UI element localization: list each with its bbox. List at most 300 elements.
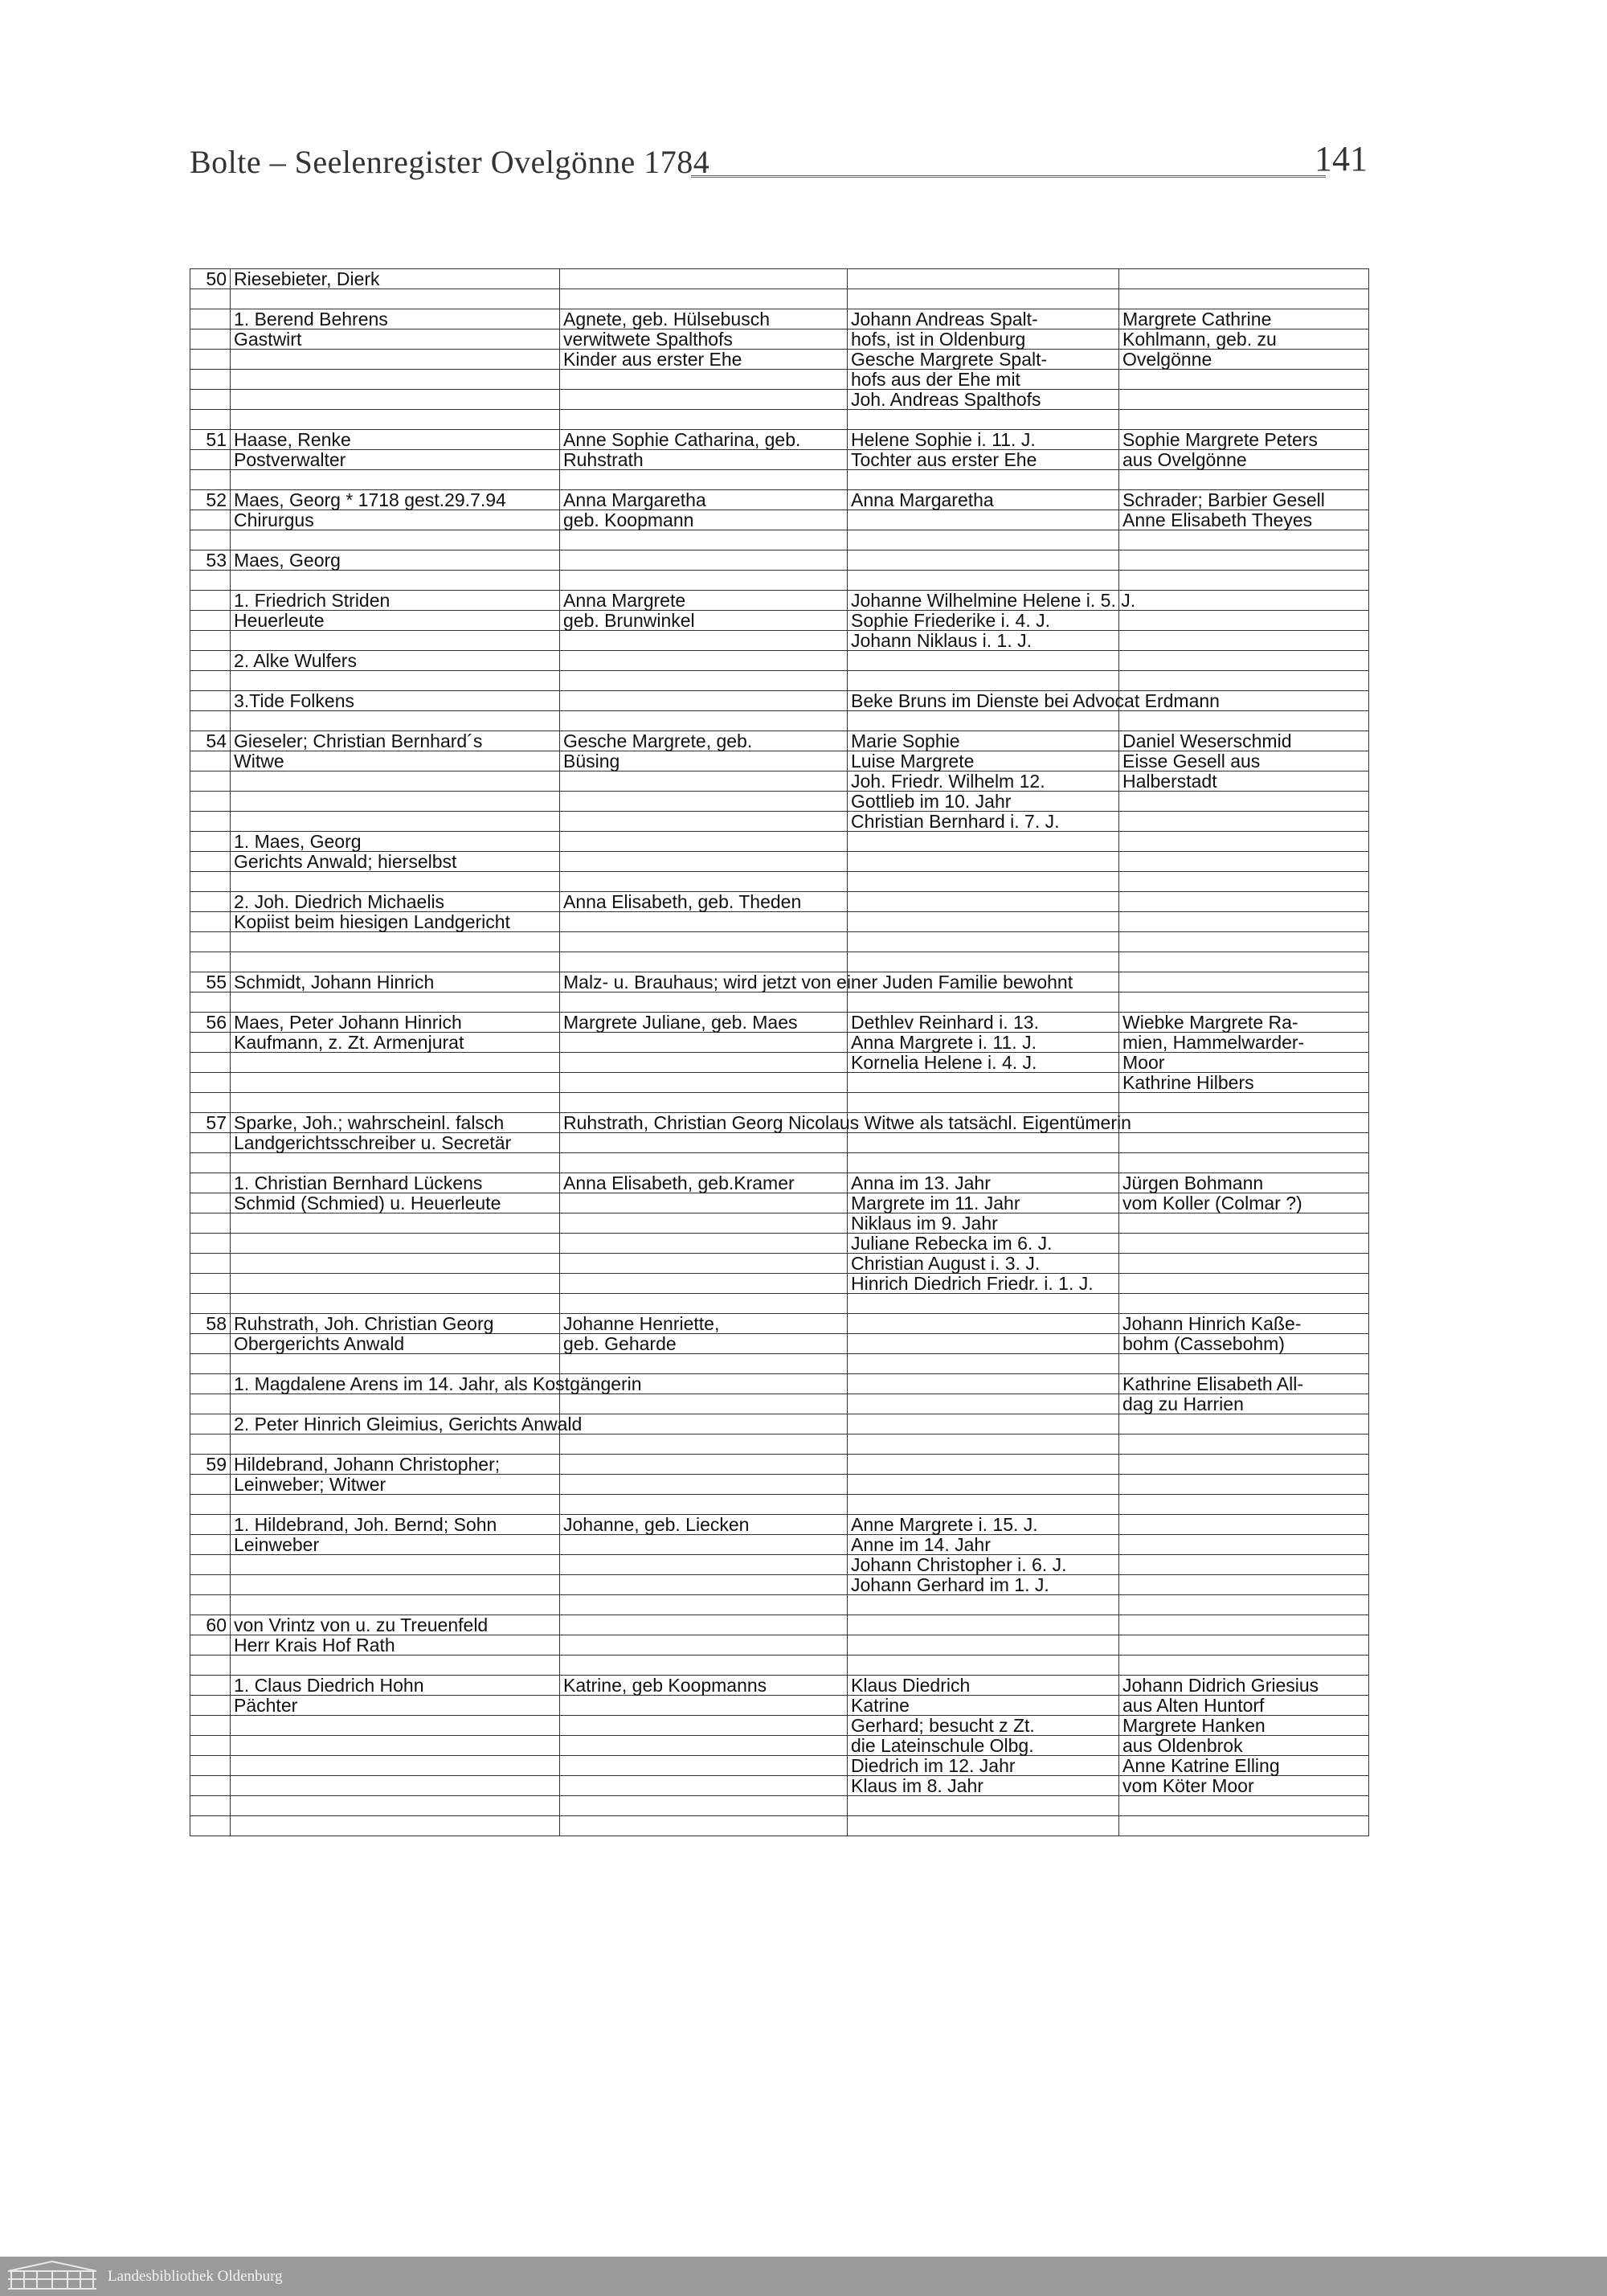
table-row [190, 470, 1369, 490]
table-cell: aus Oldenbrok [1119, 1736, 1369, 1756]
table-row [190, 1394, 1369, 1414]
table-cell [1119, 1575, 1369, 1595]
table-cell [231, 1153, 560, 1173]
table-row [190, 430, 1369, 450]
table-cell [560, 691, 848, 711]
table-cell [848, 932, 1119, 952]
table-cell [1119, 972, 1369, 992]
table-cell [560, 792, 848, 812]
table-cell: 1. Hildebrand, Joh. Bernd; Sohn [231, 1515, 560, 1535]
table-cell: 1. Magdalene Arens im 14. Jahr, als Kostgängerin [231, 1374, 560, 1394]
table-cell: hofs, ist in Oldenburg [848, 329, 1119, 350]
table-cell: Anne im 14. Jahr [848, 1535, 1119, 1555]
table-cell [848, 1816, 1119, 1836]
table-cell [560, 1153, 848, 1173]
table-row [190, 972, 1369, 992]
table-cell: Gottlieb im 10. Jahr [848, 792, 1119, 812]
table-cell [231, 1053, 560, 1073]
table-cell [560, 470, 848, 490]
table-cell: Anna Elisabeth, geb. Theden [560, 892, 848, 912]
table-cell [848, 510, 1119, 530]
library-building-icon [5, 2260, 100, 2292]
table-cell [1119, 1274, 1369, 1294]
table-cell: Moor [1119, 1053, 1369, 1073]
table-row [190, 711, 1369, 731]
table-cell: geb. Koopmann [560, 510, 848, 530]
table-cell [231, 1213, 560, 1234]
table-cell [848, 1354, 1119, 1374]
table-cell [1119, 1796, 1369, 1816]
entry-number-cell: 57 [190, 1113, 231, 1133]
table-cell [560, 912, 848, 932]
table-cell [848, 952, 1119, 972]
table-cell [848, 1073, 1119, 1093]
table-cell: 1. Christian Bernhard Lückens [231, 1173, 560, 1193]
table-cell: Kinder aus erster Ehe [560, 350, 848, 370]
table-row [190, 289, 1369, 309]
table-cell: Sophie Friederike i. 4. J. [848, 611, 1119, 631]
table-cell [1119, 269, 1369, 289]
entry-number-cell [190, 1073, 231, 1093]
table-cell: 2. Alke Wulfers [231, 651, 560, 671]
table-cell [231, 370, 560, 390]
table-cell: Johanne Wilhelmine Helene i. 5. J. [848, 591, 1119, 611]
table-cell [848, 1434, 1119, 1455]
table-row [190, 450, 1369, 470]
table-cell [560, 852, 848, 872]
table-cell [1119, 952, 1369, 972]
running-title: Bolte – Seelenregister Ovelgönne 1784 [190, 144, 710, 180]
entry-number-cell [190, 1676, 231, 1696]
table-cell: Johann Niklaus i. 1. J. [848, 631, 1119, 651]
table-cell [848, 1153, 1119, 1173]
footer-bar [0, 2257, 1607, 2296]
table-cell: Kaufmann, z. Zt. Armenjurat [231, 1033, 560, 1053]
table-cell: 1. Maes, Georg [231, 832, 560, 852]
entry-number-cell [190, 631, 231, 651]
table-cell: Johann Andreas Spalt- [848, 309, 1119, 329]
entry-number-cell [190, 1374, 231, 1394]
table-cell [848, 289, 1119, 309]
table-cell [1119, 1434, 1369, 1455]
table-row [190, 1475, 1369, 1495]
table-cell [231, 1093, 560, 1113]
table-cell: Margrete Hanken [1119, 1716, 1369, 1736]
table-cell: Chirurgus [231, 510, 560, 530]
table-cell: Sparke, Joh.; wahrscheinl. falsch [231, 1113, 560, 1133]
entry-number-cell [190, 852, 231, 872]
table-row [190, 1796, 1369, 1816]
table-cell: aus Alten Huntorf [1119, 1696, 1369, 1716]
table-cell: Ruhstrath [560, 450, 848, 470]
table-cell [560, 410, 848, 430]
table-row [190, 1615, 1369, 1635]
table-cell: Anne Elisabeth Theyes [1119, 510, 1369, 530]
table-cell [231, 1254, 560, 1274]
table-cell [560, 1254, 848, 1274]
table-row [190, 1736, 1369, 1756]
entry-number-cell [190, 1234, 231, 1254]
register-body [190, 269, 1369, 1836]
table-cell: Wiebke Margrete Ra- [1119, 1013, 1369, 1033]
table-row [190, 1053, 1369, 1073]
entry-number-cell [190, 1475, 231, 1495]
table-row [190, 651, 1369, 671]
table-cell [231, 952, 560, 972]
table-cell [1119, 1294, 1369, 1314]
table-cell [1119, 1595, 1369, 1615]
entry-number-cell [190, 1434, 231, 1455]
table-cell: Kathrine Elisabeth All- [1119, 1374, 1369, 1394]
table-cell: Juliane Rebecka im 6. J. [848, 1234, 1119, 1254]
table-cell [231, 289, 560, 309]
table-row [190, 1635, 1369, 1655]
table-cell: Katrine, geb Koopmanns [560, 1676, 848, 1696]
table-row [190, 1013, 1369, 1033]
table-cell [560, 1455, 848, 1475]
table-cell [848, 269, 1119, 289]
table-row [190, 1073, 1369, 1093]
table-cell [560, 812, 848, 832]
table-row [190, 591, 1369, 611]
entry-number-cell [190, 1213, 231, 1234]
table-cell [848, 530, 1119, 550]
table-cell [560, 1434, 848, 1455]
entry-number-cell: 56 [190, 1013, 231, 1033]
table-cell: aus Ovelgönne [1119, 450, 1369, 470]
entry-number-cell [190, 1354, 231, 1374]
entry-number-cell [190, 992, 231, 1013]
table-row [190, 892, 1369, 912]
entry-number-cell [190, 1193, 231, 1213]
table-row [190, 490, 1369, 510]
table-cell [1119, 1133, 1369, 1153]
table-cell [1119, 1414, 1369, 1434]
table-cell [560, 771, 848, 792]
table-cell: Klaus Diedrich [848, 1676, 1119, 1696]
table-cell [560, 651, 848, 671]
table-cell [1119, 631, 1369, 651]
table-row [190, 932, 1369, 952]
table-cell [231, 1354, 560, 1374]
table-cell [231, 390, 560, 410]
table-cell: Margrete Juliane, geb. Maes [560, 1013, 848, 1033]
table-cell [231, 1073, 560, 1093]
table-cell [560, 932, 848, 952]
table-cell: Kathrine Hilbers [1119, 1073, 1369, 1093]
table-cell: Maes, Georg * 1718 gest.29.7.94 [231, 490, 560, 510]
table-cell: Hildebrand, Johann Christopher; [231, 1455, 560, 1475]
table-cell [848, 1374, 1119, 1394]
entry-number-cell [190, 1173, 231, 1193]
entry-number-cell [190, 1294, 231, 1314]
entry-number-cell: 55 [190, 972, 231, 992]
table-cell [1119, 832, 1369, 852]
table-cell [848, 852, 1119, 872]
table-cell: Joh. Friedr. Wilhelm 12. [848, 771, 1119, 792]
entry-number-cell [190, 1736, 231, 1756]
table-cell [1119, 390, 1369, 410]
table-cell: Johann Gerhard im 1. J. [848, 1575, 1119, 1595]
table-row [190, 912, 1369, 932]
table-row [190, 771, 1369, 792]
table-cell [560, 550, 848, 571]
table-cell: Anne Margrete i. 15. J. [848, 1515, 1119, 1535]
table-cell [1119, 1495, 1369, 1515]
table-row [190, 1153, 1369, 1173]
table-cell: Johann Hinrich Kaße- [1119, 1314, 1369, 1334]
table-cell [848, 832, 1119, 852]
table-cell: Herr Krais Hof Rath [231, 1635, 560, 1655]
table-cell: Agnete, geb. Hülsebusch [560, 309, 848, 329]
table-cell: Anne Sophie Catharina, geb. [560, 430, 848, 450]
table-row [190, 1575, 1369, 1595]
library-name: Landesbibliothek Oldenburg [108, 2268, 283, 2285]
table-cell [560, 1414, 848, 1434]
table-cell: Anna Margrete i. 11. J. [848, 1033, 1119, 1053]
entry-number-cell [190, 1575, 231, 1595]
table-cell [560, 1234, 848, 1254]
table-cell: Landgerichtsschreiber u. Secretär [231, 1133, 560, 1153]
table-cell [560, 530, 848, 550]
table-cell [231, 1816, 560, 1836]
table-cell [560, 1756, 848, 1776]
table-cell [560, 1816, 848, 1836]
table-cell [560, 1535, 848, 1555]
table-row [190, 1434, 1369, 1455]
table-cell [231, 1595, 560, 1615]
table-row [190, 751, 1369, 771]
table-row [190, 1334, 1369, 1354]
table-cell: Riesebieter, Dierk [231, 269, 560, 289]
table-cell: Gesche Margrete Spalt- [848, 350, 1119, 370]
table-cell [848, 470, 1119, 490]
entry-number-cell [190, 1495, 231, 1515]
table-cell [1119, 1234, 1369, 1254]
entry-number-cell: 60 [190, 1615, 231, 1635]
table-cell: Diedrich im 12. Jahr [848, 1756, 1119, 1776]
table-cell: Johann Didrich Griesius [1119, 1676, 1369, 1696]
entry-number-cell [190, 812, 231, 832]
entry-number-cell [190, 1796, 231, 1816]
table-cell [1119, 1655, 1369, 1676]
table-row [190, 1716, 1369, 1736]
table-cell: Ruhstrath, Joh. Christian Georg [231, 1314, 560, 1334]
table-cell [848, 1475, 1119, 1495]
table-cell [560, 1033, 848, 1053]
table-cell: Christian August i. 3. J. [848, 1254, 1119, 1274]
table-cell [231, 1434, 560, 1455]
table-row [190, 1696, 1369, 1716]
table-cell: Sophie Margrete Peters [1119, 430, 1369, 450]
table-cell [1119, 591, 1369, 611]
table-cell [1119, 912, 1369, 932]
table-row [190, 1756, 1369, 1776]
table-cell [848, 410, 1119, 430]
table-cell [848, 1796, 1119, 1816]
table-cell [560, 1274, 848, 1294]
page-number: 141 [1315, 139, 1368, 178]
table-cell [560, 1213, 848, 1234]
table-row [190, 350, 1369, 370]
table-cell [231, 631, 560, 651]
table-cell [848, 1655, 1119, 1676]
entry-number-cell [190, 711, 231, 731]
entry-number-cell: 58 [190, 1314, 231, 1334]
table-row [190, 952, 1369, 972]
table-cell [231, 1716, 560, 1736]
table-cell: Joh. Andreas Spalthofs [848, 390, 1119, 410]
entry-number-cell [190, 751, 231, 771]
table-cell: dag zu Harrien [1119, 1394, 1369, 1414]
entry-number-cell [190, 872, 231, 892]
table-cell [560, 631, 848, 651]
table-cell [231, 1756, 560, 1776]
entry-number-cell [190, 912, 231, 932]
table-cell: Büsing [560, 751, 848, 771]
table-row [190, 1173, 1369, 1193]
table-row [190, 1193, 1369, 1213]
table-cell [560, 1555, 848, 1575]
table-cell [1119, 651, 1369, 671]
entry-number-cell [190, 1515, 231, 1535]
table-row [190, 571, 1369, 591]
table-cell: Schrader; Barbier Gesell [1119, 490, 1369, 510]
table-row [190, 1033, 1369, 1053]
table-cell: Haase, Renke [231, 430, 560, 450]
table-cell [560, 992, 848, 1013]
entry-number-cell [190, 289, 231, 309]
table-cell [848, 671, 1119, 691]
table-cell [560, 1776, 848, 1796]
table-row [190, 1555, 1369, 1575]
table-row [190, 390, 1369, 410]
entry-number-cell [190, 1394, 231, 1414]
table-cell: verwitwete Spalthofs [560, 329, 848, 350]
table-row [190, 550, 1369, 571]
table-row [190, 410, 1369, 430]
table-cell: Witwe [231, 751, 560, 771]
table-cell: Maes, Peter Johann Hinrich [231, 1013, 560, 1033]
table-row [190, 792, 1369, 812]
table-cell: Obergerichts Anwald [231, 1334, 560, 1354]
table-row [190, 1274, 1369, 1294]
table-cell [231, 872, 560, 892]
table-cell [560, 1716, 848, 1736]
table-row [190, 1354, 1369, 1374]
table-cell: vom Koller (Colmar ?) [1119, 1193, 1369, 1213]
table-cell [848, 892, 1119, 912]
table-cell [1119, 470, 1369, 490]
table-cell: Anne Katrine Elling [1119, 1756, 1369, 1776]
entry-number-cell [190, 350, 231, 370]
table-cell [560, 1655, 848, 1676]
entry-number-cell: 53 [190, 550, 231, 571]
table-row [190, 1414, 1369, 1434]
table-cell [231, 470, 560, 490]
entry-number-cell [190, 1716, 231, 1736]
table-cell [560, 1696, 848, 1716]
table-cell [848, 1394, 1119, 1414]
table-cell [231, 711, 560, 731]
table-cell: Kornelia Helene i. 4. J. [848, 1053, 1119, 1073]
table-cell [1119, 370, 1369, 390]
table-cell [848, 1093, 1119, 1113]
register-table [190, 268, 1369, 1836]
table-cell: Dethlev Reinhard i. 13. [848, 1013, 1119, 1033]
table-row [190, 1515, 1369, 1535]
table-cell [1119, 1113, 1369, 1133]
table-cell [560, 1595, 848, 1615]
entry-number-cell: 59 [190, 1455, 231, 1475]
table-cell: Johanne Henriette, [560, 1314, 848, 1334]
table-cell [1119, 1535, 1369, 1555]
table-cell [848, 1615, 1119, 1635]
entry-number-cell [190, 671, 231, 691]
table-cell: Pächter [231, 1696, 560, 1716]
table-cell [848, 992, 1119, 1013]
table-cell: mien, Hammelwarder- [1119, 1033, 1369, 1053]
table-cell: Johann Christopher i. 6. J. [848, 1555, 1119, 1575]
table-cell: Johanne, geb. Liecken [560, 1515, 848, 1535]
table-cell: Gerhard; besucht z Zt. [848, 1716, 1119, 1736]
table-cell [1119, 1555, 1369, 1575]
table-cell [1119, 289, 1369, 309]
table-cell [848, 1334, 1119, 1354]
table-cell [560, 872, 848, 892]
table-row [190, 510, 1369, 530]
table-row [190, 611, 1369, 631]
table-row [190, 1254, 1369, 1274]
table-cell [231, 992, 560, 1013]
table-cell [1119, 671, 1369, 691]
table-cell [560, 1133, 848, 1153]
table-cell [1119, 872, 1369, 892]
table-cell [231, 571, 560, 591]
table-cell [848, 912, 1119, 932]
table-row [190, 1234, 1369, 1254]
table-row [190, 992, 1369, 1013]
entry-number-cell [190, 1555, 231, 1575]
entry-number-cell [190, 1655, 231, 1676]
table-row [190, 1113, 1369, 1133]
entry-number-cell [190, 1033, 231, 1053]
table-cell: 3.Tide Folkens [231, 691, 560, 711]
table-cell: Hinrich Diedrich Friedr. i. 1. J. [848, 1274, 1119, 1294]
entry-number-cell [190, 1334, 231, 1354]
table-cell [231, 350, 560, 370]
table-row [190, 1374, 1369, 1394]
entry-number-cell [190, 1776, 231, 1796]
table-cell [231, 812, 560, 832]
entry-number-cell [190, 611, 231, 631]
entry-number-cell [190, 410, 231, 430]
table-cell [1119, 932, 1369, 952]
table-cell: Katrine [848, 1696, 1119, 1716]
table-cell [231, 671, 560, 691]
table-cell [560, 1475, 848, 1495]
table-cell: Gastwirt [231, 329, 560, 350]
table-cell [848, 1595, 1119, 1615]
table-cell [848, 651, 1119, 671]
table-cell [560, 1495, 848, 1515]
entry-number-cell: 51 [190, 430, 231, 450]
table-cell [560, 370, 848, 390]
table-row [190, 370, 1369, 390]
table-cell: 2. Joh. Diedrich Michaelis [231, 892, 560, 912]
entry-number-cell [190, 1414, 231, 1434]
table-cell [560, 1736, 848, 1756]
